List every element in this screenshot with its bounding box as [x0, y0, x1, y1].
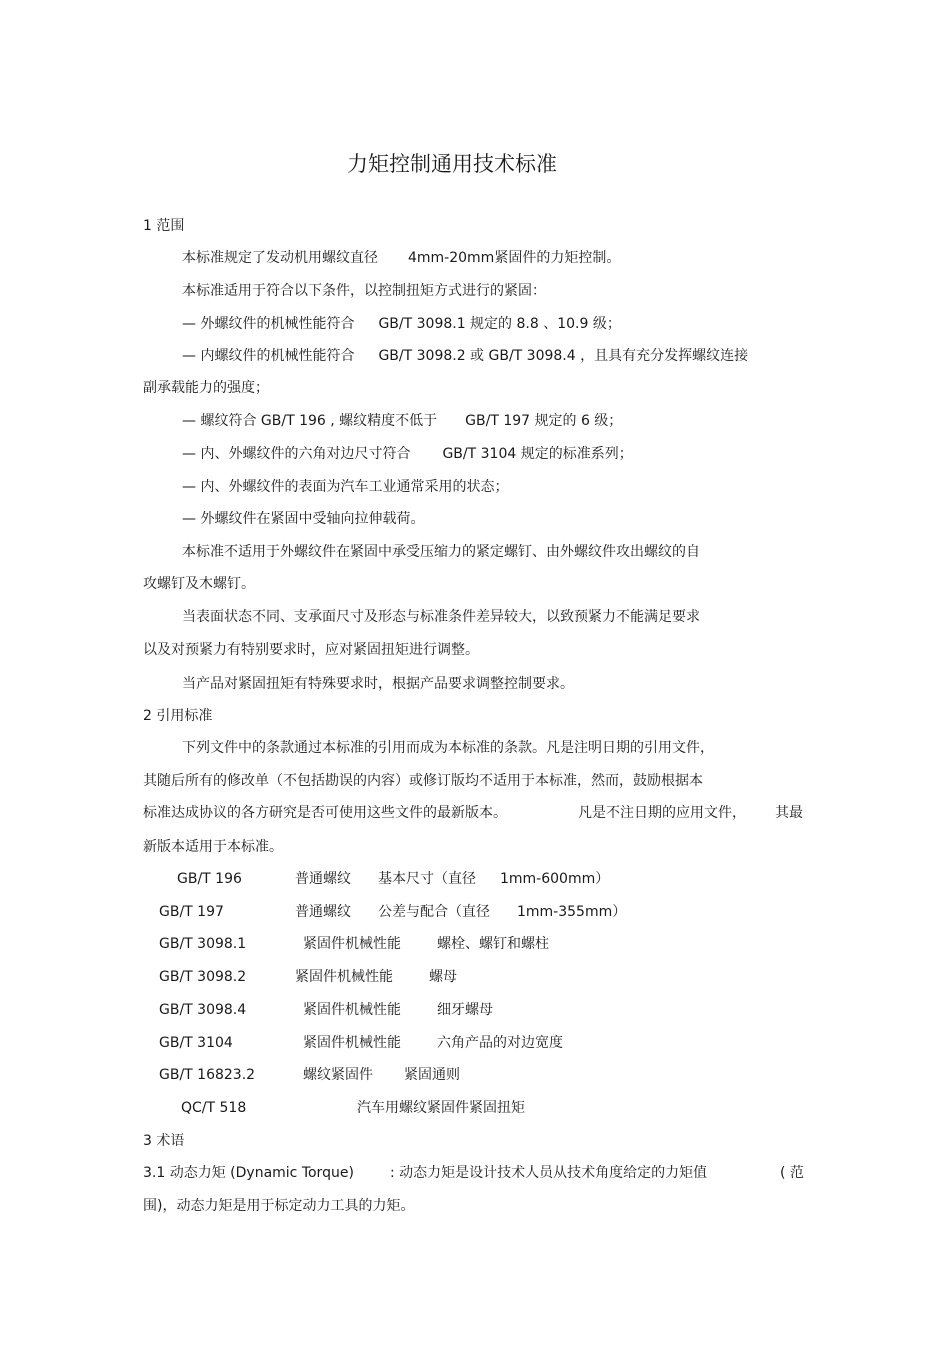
s1-bullet-2: [182, 346, 748, 366]
text: 紧固件的力矩控制。: [494, 250, 621, 266]
text: — 外螺纹件的机械性能符合: [182, 316, 355, 332]
section-3-heading: 3 术语: [143, 1133, 185, 1149]
s1-paragraph-1: [182, 248, 620, 268]
section-1-heading: 1 范围: [143, 218, 185, 234]
ref-code: GB/T 16823.2: [159, 1067, 256, 1083]
ref-title: 紧固件机械性能: [295, 969, 393, 985]
s1-bullet-5: — 内、外螺纹件的表面为汽车工业通常采用的状态；: [182, 479, 509, 495]
ref-title: 普通螺纹: [295, 904, 351, 920]
ref-code: GB/T 3104: [159, 1035, 233, 1051]
text: — 内螺纹件的机械性能符合: [182, 348, 355, 364]
ref-range: [517, 902, 626, 922]
ref-code: GB/T 3098.1: [159, 936, 247, 952]
s2-paragraph-line-4: 新版本适用于本标准。: [143, 839, 283, 855]
ref-subtitle: 基本尺寸（直径: [378, 871, 476, 887]
ref-title: 紧固件机械性能: [303, 1002, 401, 1018]
text: GB/T 3104 规定的标准系列；: [442, 446, 633, 462]
s1-bullet-4: [182, 444, 633, 464]
text: 1mm-355mm: [517, 904, 613, 920]
text: ）: [612, 904, 627, 920]
document-title: 力矩控制通用技术标准: [347, 152, 557, 176]
term-3-1-definition-cont: 围)，动态力矩是用于标定动力工具的力矩。: [143, 1198, 415, 1214]
s2-paragraph-line-3: 标准达成协议的各方研究是否可使用这些文件的最新版本。: [143, 805, 507, 821]
ref-subtitle: 螺栓、螺钉和螺柱: [437, 936, 549, 952]
s1-paragraph-2: 本标准适用于符合以下条件，以控制扭矩方式进行的紧固：: [182, 283, 546, 299]
s1-paragraph-4: 当表面状态不同、支承面尺寸及形态与标准条件差异较大，以致预紧力不能满足要求: [182, 609, 700, 625]
s1-paragraph-5: 当产品对紧固扭矩有特殊要求时，根据产品要求调整控制要求。: [182, 676, 574, 692]
ref-title: 紧固件机械性能: [303, 1035, 401, 1051]
term-3-1-definition: : 动态力矩是设计技术人员从技术角度给定的力矩值: [390, 1165, 708, 1181]
ref-subtitle: 紧固通则: [404, 1067, 460, 1083]
text: GB/T 3098.2 或 GB/T 3098.4 ，且具有充分发挥螺纹连接: [378, 348, 749, 364]
ref-code: GB/T 196: [177, 871, 242, 887]
s2-paragraph-line-3b: 凡是不注日期的应用文件，: [578, 805, 746, 821]
s1-bullet-1: [182, 314, 621, 334]
ref-title: 普通螺纹: [295, 871, 351, 887]
s1-bullet-2-cont: 副承载能力的强度；: [143, 380, 269, 396]
s2-paragraph-line-1: 下列文件中的条款通过本标准的引用而成为本标准的条款。凡是注明日期的引用文件，: [182, 740, 714, 756]
text: — 螺纹符合 GB/T 196 , 螺纹精度不低于: [182, 413, 438, 429]
text: GB/T 197 规定的 6 级；: [465, 413, 623, 429]
ref-title: 紧固件机械性能: [303, 936, 401, 952]
s1-paragraph-4-cont: 以及对预紧力有特别要求时，应对紧固扭矩进行调整。: [143, 642, 479, 658]
term-3-1-paren: ( 范: [780, 1165, 804, 1181]
text: 本标准规定了发动机用螺纹直径: [182, 250, 378, 266]
s2-paragraph-line-3c: 其最: [775, 805, 803, 821]
s1-paragraph-3-cont: 攻螺钉及木螺钉。: [143, 576, 255, 592]
section-2-heading: 2 引用标准: [143, 708, 213, 724]
ref-row: [159, 902, 224, 922]
ref-subtitle: 六角产品的对边宽度: [437, 1035, 563, 1051]
s1-paragraph-3: 本标准不适用于外螺纹件在紧固中承受压缩力的紧定螺钉、由外螺纹件攻出螺纹的自: [182, 544, 700, 560]
ref-subtitle: 螺母: [429, 969, 457, 985]
ref-row: [177, 869, 242, 889]
ref-subtitle: 细牙螺母: [437, 1002, 493, 1018]
s1-bullet-3: [182, 411, 622, 431]
text: GB/T 3098.1 规定的 8.8 、10.9 级；: [378, 316, 621, 332]
ref-subtitle: 公差与配合（直径: [378, 904, 490, 920]
text: — 内、外螺纹件的六角对边尺寸符合: [182, 446, 411, 462]
text: ）: [595, 871, 610, 887]
s2-paragraph-line-2: 其随后所有的修改单（不包括勘误的内容）或修订版均不适用于本标准，然而，鼓励根据本: [143, 773, 703, 789]
ref-code: GB/T 3098.2: [159, 969, 247, 985]
ref-title: 汽车用螺纹紧固件紧固扭矩: [357, 1100, 525, 1116]
text: 4mm-20mm: [408, 250, 495, 266]
text: 1mm-600mm: [500, 871, 596, 887]
ref-code: QC/T 518: [181, 1100, 247, 1116]
term-3-1-label: 3.1 动态力矩 (Dynamic Torque): [143, 1165, 354, 1181]
ref-code: GB/T 197: [159, 904, 224, 920]
ref-code: GB/T 3098.4: [159, 1002, 247, 1018]
ref-title: 螺纹紧固件: [303, 1067, 373, 1083]
s1-bullet-6: — 外螺纹件在紧固中受轴向拉伸载荷。: [182, 511, 425, 527]
ref-range: [500, 869, 609, 889]
